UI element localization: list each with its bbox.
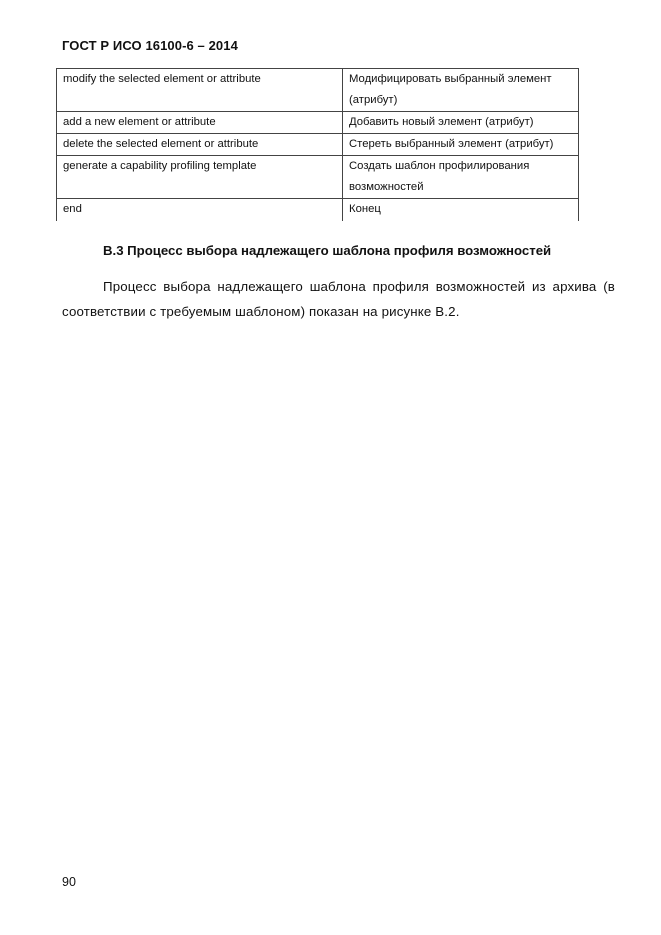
section-heading: B.3 Процесс выбора надлежащего шаблона профиля возможностей	[103, 243, 552, 258]
table-cell-en: generate a capability profiling template	[57, 156, 343, 199]
table-cell-en: delete the selected element or attribute	[57, 134, 343, 156]
table-row	[57, 134, 579, 156]
table-row	[57, 112, 579, 134]
table-cell-ru: Стереть выбранный элемент (атрибут)	[343, 134, 579, 156]
table-cell-ru: Добавить новый элемент (атрибут)	[343, 112, 579, 134]
table-cell-ru: Модифицировать выбранный элемент (атрибут)	[343, 69, 579, 112]
table-row	[57, 199, 579, 222]
table-cell-en: end	[57, 199, 343, 222]
page-number: 90	[62, 875, 76, 889]
document-header: ГОСТ Р ИСО 16100-6 – 2014	[62, 38, 238, 53]
table-cell-ru: Конец	[343, 199, 579, 222]
table-cell-en: add a new element or attribute	[57, 112, 343, 134]
table-cell-ru: Создать шаблон профилирования возможностей	[343, 156, 579, 199]
glossary-table	[56, 68, 579, 221]
body-paragraph: Процесс выбора надлежащего шаблона профиля возможностей из архива (в соответствии с требуемым шаблоном) показан на рисунке B.2.	[62, 279, 615, 319]
table-row	[57, 69, 579, 112]
table-row	[57, 156, 579, 199]
table-cell-en: modify the selected element or attribute	[57, 69, 343, 112]
